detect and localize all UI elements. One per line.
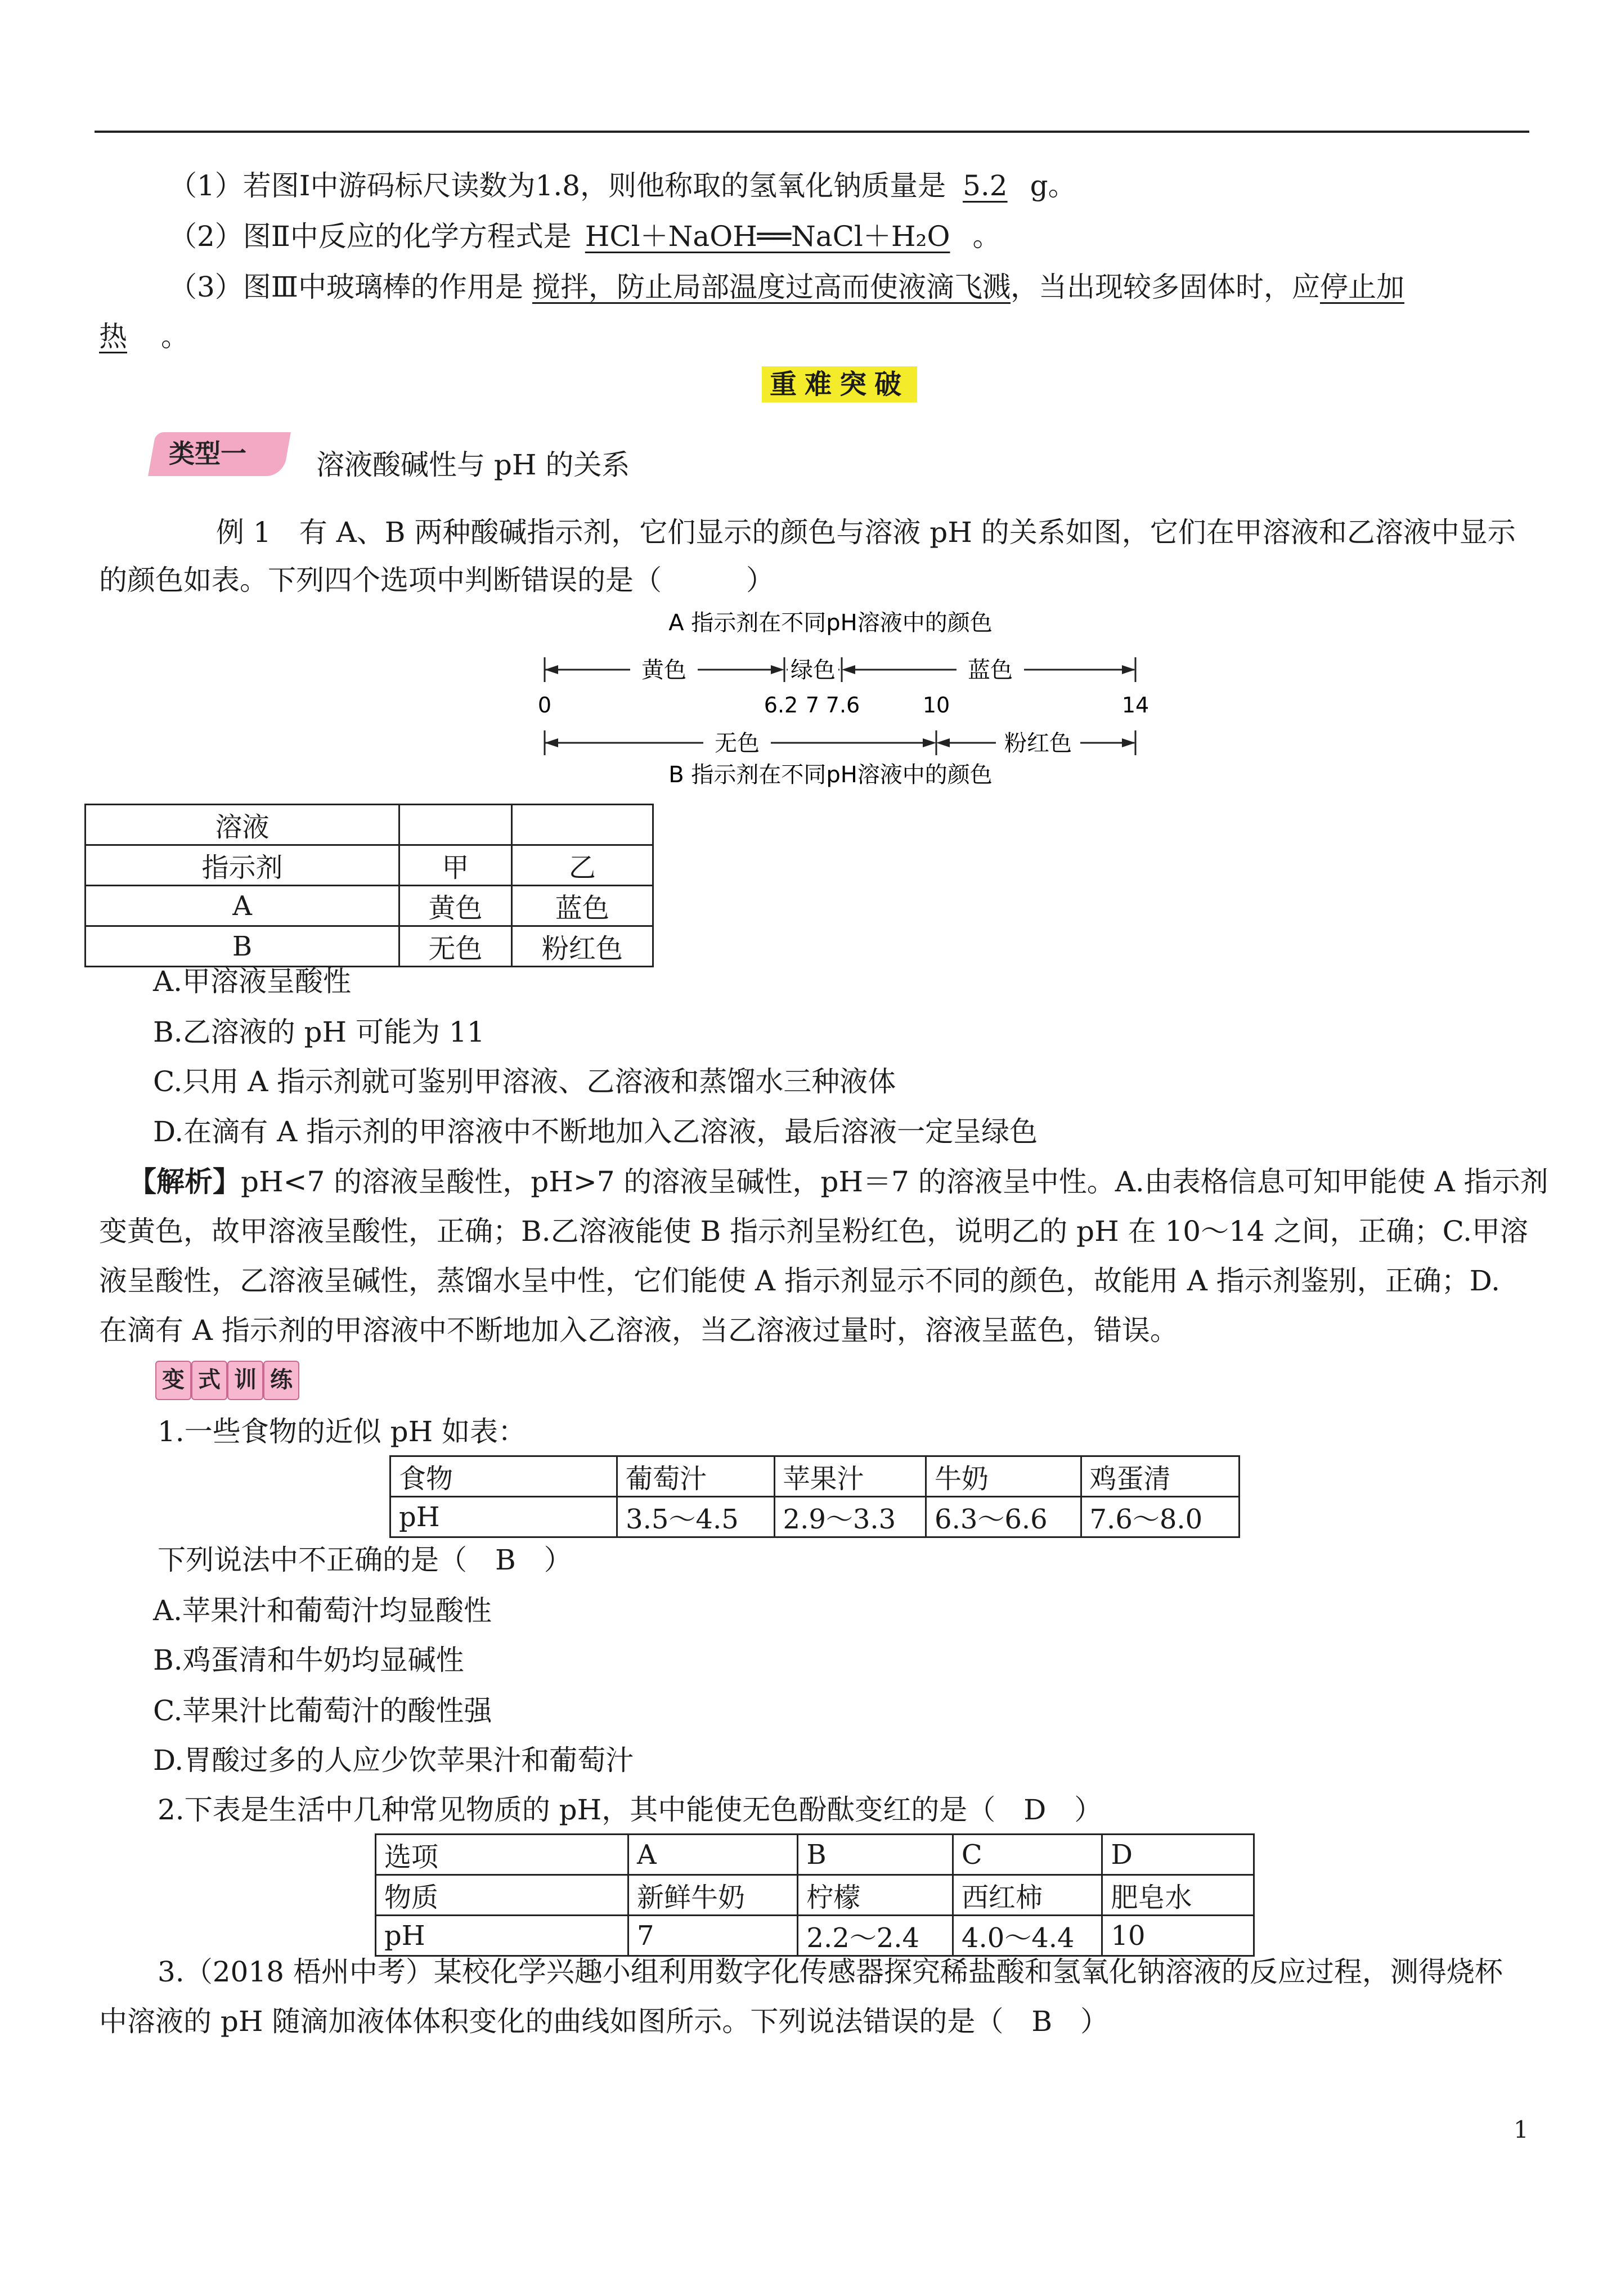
page-number: 1 bbox=[1514, 2116, 1529, 2143]
question-3-text: （3）图Ⅲ中玻璃棒的作用是 bbox=[169, 271, 524, 303]
answer-1-unit: g。 bbox=[1030, 169, 1076, 202]
table-row bbox=[86, 926, 653, 967]
table-cell: 2.2～2.4 bbox=[798, 1916, 953, 1956]
analysis-line-2: 变黄色，故甲溶液呈酸性，正确；B.乙溶液能使 B 指示剂呈粉红色，说明乙的 pH 在 10～14 之间，正确；C.甲溶 bbox=[99, 1215, 1528, 1248]
table-cell: 2.9～3.3 bbox=[774, 1497, 926, 1537]
analysis-text-1: pH<7 的溶液呈酸性，pH>7 的溶液呈碱性，pH＝7 的溶液呈中性。A.由表格信息可知甲能使 A 指示剂 bbox=[241, 1165, 1548, 1198]
question-1-text: （1）若图Ⅰ中游码标尺读数为1.8，则他称取的氢氧化钠质量是 bbox=[169, 169, 946, 202]
a-blue-label: 蓝色 bbox=[968, 657, 1013, 683]
table-cell: 新鲜牛奶 bbox=[628, 1875, 798, 1916]
table-cell: 葡萄汁 bbox=[617, 1456, 774, 1497]
option-d: D.在滴有 A 指示剂的甲溶液中不断地加入乙溶液，最后溶液一定呈绿色 bbox=[153, 1115, 1038, 1148]
question-line-3-cont bbox=[99, 316, 189, 357]
table-cell: 西红柿 bbox=[953, 1875, 1102, 1916]
table-cell: 苹果汁 bbox=[774, 1456, 926, 1497]
option-b: B.乙溶液的 pH 可能为 11 bbox=[153, 1016, 485, 1048]
answer-2-end: 。 bbox=[972, 220, 1001, 253]
food-ph-table bbox=[389, 1455, 1240, 1538]
table-cell: B bbox=[86, 926, 399, 967]
table-cell: 物质 bbox=[376, 1875, 628, 1916]
answer-3-end: 。 bbox=[161, 320, 189, 353]
table-cell: 柠檬 bbox=[798, 1875, 953, 1916]
variant-label-char-3: 训 bbox=[227, 1361, 263, 1400]
arrow-b-colorless-right bbox=[923, 738, 936, 747]
b-colorless-label: 无色 bbox=[715, 730, 760, 756]
variant-label-char-1: 变 bbox=[155, 1361, 191, 1400]
answer-2: HCl＋NaOH══NaCl＋H₂O bbox=[585, 220, 950, 253]
q1-option-b: B.鸡蛋清和牛奶均显碱性 bbox=[153, 1644, 464, 1676]
table-cell: pH bbox=[390, 1497, 617, 1537]
a-yellow-label: 黄色 bbox=[641, 657, 686, 683]
table-cell: 选项 bbox=[376, 1835, 628, 1875]
table-cell: 指示剂 bbox=[86, 845, 399, 886]
type-title: 溶液酸碱性与 pH 的关系 bbox=[316, 449, 630, 481]
answer-3: 搅拌，防止局部温度过高而使液滴飞溅 bbox=[532, 271, 1011, 303]
table-row bbox=[86, 805, 653, 845]
tick-label-6-2: 6.2 bbox=[764, 693, 798, 718]
table-cell: 7 bbox=[628, 1916, 798, 1956]
table-row bbox=[86, 886, 653, 926]
substance-ph-table bbox=[375, 1833, 1255, 1957]
arrow-b-colorless-left bbox=[545, 738, 558, 747]
table-cell: 溶液 bbox=[86, 805, 399, 845]
option-a: A.甲溶液呈酸性 bbox=[153, 965, 352, 998]
tick-label-7-6: 7.6 bbox=[825, 693, 860, 718]
table-row bbox=[390, 1497, 1240, 1537]
arrow-a-blue-left bbox=[842, 665, 855, 674]
type-badge-label: 类型一 bbox=[169, 438, 246, 469]
option-c: C.只用 A 指示剂就可鉴别甲溶液、乙溶液和蒸馏水三种液体 bbox=[153, 1065, 896, 1098]
table-cell: 甲 bbox=[399, 845, 512, 886]
table-cell: 牛奶 bbox=[926, 1456, 1081, 1497]
table-cell: D bbox=[1102, 1835, 1254, 1875]
table-cell: 食物 bbox=[390, 1456, 617, 1497]
table-cell: 6.3～6.6 bbox=[926, 1497, 1081, 1537]
table-cell: 7.6～8.0 bbox=[1081, 1497, 1239, 1537]
header-rule bbox=[95, 131, 1529, 133]
q1-ask: 下列说法中不正确的是（ B ） bbox=[158, 1544, 572, 1576]
question-line-1 bbox=[169, 165, 1076, 206]
answer-3b-part2: 热 bbox=[99, 320, 127, 353]
q1-stem: 1.一些食物的近似 pH 如表： bbox=[158, 1415, 527, 1448]
a-green-label: 绿色 bbox=[791, 657, 836, 683]
table-cell bbox=[399, 805, 512, 845]
table-cell: 无色 bbox=[399, 926, 512, 967]
analysis-label: 【解析】 bbox=[128, 1165, 241, 1198]
diagram-title-b: B 指示剂在不同pH溶液中的颜色 bbox=[668, 762, 993, 788]
table-cell: C bbox=[953, 1835, 1102, 1875]
answer-1: 5.2 bbox=[963, 169, 1008, 202]
table-cell: 肥皂水 bbox=[1102, 1875, 1254, 1916]
arrow-a-blue-right bbox=[1122, 665, 1135, 674]
table-cell: pH bbox=[376, 1916, 628, 1956]
tick-label-7: 7 bbox=[805, 693, 820, 718]
variant-label-char-2: 式 bbox=[191, 1361, 227, 1400]
diagram-title-a: A 指示剂在不同pH溶液中的颜色 bbox=[668, 610, 993, 636]
arrow-b-pink-left bbox=[936, 738, 950, 747]
section-title-text: 重难突破 bbox=[762, 366, 917, 402]
table-cell: 3.5～4.5 bbox=[617, 1497, 774, 1537]
analysis-line-4: 在滴有 A 指示剂的甲溶液中不断地加入乙溶液，当乙溶液过量时，溶液呈蓝色，错误。 bbox=[99, 1314, 1178, 1347]
table-cell: 蓝色 bbox=[511, 886, 653, 926]
tick-label-0: 0 bbox=[537, 693, 552, 718]
section-title bbox=[762, 362, 917, 401]
table-cell: 4.0～4.4 bbox=[953, 1916, 1102, 1956]
question-2-text: （2）图Ⅱ中反应的化学方程式是 bbox=[169, 220, 572, 253]
example-1-line-1: 例 1 有 A、B 两种酸碱指示剂，它们显示的颜色与溶液 pH 的关系如图，它们在甲溶液和乙溶液中显示 bbox=[216, 516, 1516, 549]
q1-option-a: A.苹果汁和葡萄汁均显酸性 bbox=[153, 1594, 492, 1627]
table-cell: 乙 bbox=[511, 845, 653, 886]
q2-stem: 2.下表是生活中几种常见物质的 pH，其中能使无色酚酞变红的是（ D ） bbox=[158, 1793, 1103, 1826]
table-row bbox=[376, 1835, 1254, 1875]
analysis-line-1 bbox=[128, 1162, 1548, 1202]
table-cell: 鸡蛋清 bbox=[1081, 1456, 1239, 1497]
indicator-color-table bbox=[84, 804, 654, 967]
analysis-line-3: 液呈酸性，乙溶液呈碱性，蒸馏水呈中性，它们能使 A 指示剂显示不同的颜色，故能用 A 指示剂鉴别，正确；D. bbox=[99, 1264, 1500, 1297]
table-cell: B bbox=[798, 1835, 953, 1875]
table-row bbox=[376, 1916, 1254, 1956]
q3-line-2: 中溶液的 pH 随滴加液体体积变化的曲线如图所示。下列说法错误的是（ B ） bbox=[99, 2005, 1109, 2038]
table-cell: A bbox=[628, 1835, 798, 1875]
table-cell: A bbox=[86, 886, 399, 926]
table-cell: 粉红色 bbox=[511, 926, 653, 967]
table-cell bbox=[511, 805, 653, 845]
table-row bbox=[376, 1875, 1254, 1916]
question-3-mid: ，当出现较多固体时，应 bbox=[1011, 271, 1321, 303]
arrow-a-yellow-right bbox=[771, 665, 784, 674]
tick-label-10: 10 bbox=[922, 693, 950, 718]
table-cell: 10 bbox=[1102, 1916, 1254, 1956]
question-line-3 bbox=[169, 267, 1404, 307]
b-pink-label: 粉红色 bbox=[1004, 730, 1072, 756]
q3-line-1: 3.（2018 梧州中考）某校化学兴趣小组利用数字化传感器探究稀盐酸和氢氧化钠溶液的反应过程，测得烧杯 bbox=[158, 1956, 1503, 1988]
q1-option-c: C.苹果汁比葡萄汁的酸性强 bbox=[153, 1694, 492, 1727]
q1-option-d: D.胃酸过多的人应少饮苹果汁和葡萄汁 bbox=[153, 1744, 634, 1777]
example-1-line-2: 的颜色如表。下列四个选项中判断错误的是（ ） bbox=[99, 564, 774, 597]
variant-label-char-4: 练 bbox=[263, 1361, 299, 1400]
question-line-2 bbox=[169, 216, 1000, 257]
answer-3b-part1: 停止加 bbox=[1320, 271, 1405, 303]
arrow-a-yellow-left bbox=[545, 665, 558, 674]
table-row bbox=[390, 1456, 1240, 1497]
table-cell: 黄色 bbox=[399, 886, 512, 926]
arrow-b-pink-right bbox=[1122, 738, 1135, 747]
tick-label-14: 14 bbox=[1121, 693, 1149, 718]
indicator-ph-diagram bbox=[506, 602, 1170, 805]
table-row bbox=[86, 845, 653, 886]
